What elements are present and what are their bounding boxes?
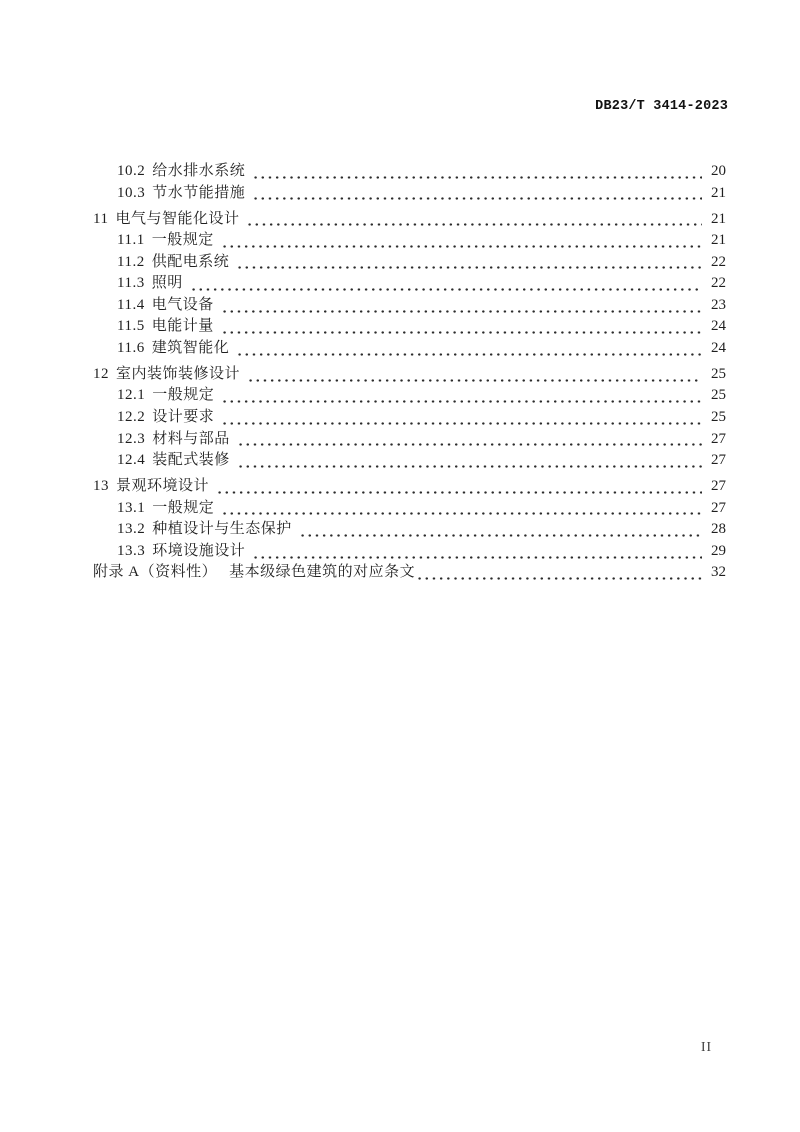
- toc-entry-title: 种植设计与生态保护: [152, 521, 292, 538]
- toc-dot-leader: [236, 342, 702, 356]
- doc-code-header: DB23/T 3414-2023: [595, 99, 728, 114]
- toc-entry-page: 21: [711, 210, 726, 227]
- toc-entry-page: 27: [711, 478, 726, 495]
- toc-dot-leader: [247, 368, 702, 382]
- toc-entry: [93, 385, 726, 407]
- toc-entry-page: 20: [711, 163, 726, 179]
- toc-entry-number: 13.1: [117, 499, 146, 516]
- toc-entry-number: 12.1: [117, 387, 146, 404]
- toc-entry-title: 建筑智能化: [151, 339, 230, 356]
- toc-entry-page: 23: [711, 296, 726, 313]
- toc-entry-title: 环境设施设计: [152, 542, 246, 559]
- toc-entry: [93, 316, 726, 338]
- toc-entry: [93, 541, 726, 563]
- toc-entry-number: 附录 A（资料性）: [93, 564, 218, 581]
- toc-entry: [93, 407, 726, 429]
- toc-dot-leader: [221, 299, 702, 313]
- toc-entry-page: 21: [711, 232, 726, 249]
- toc-entry-number: 11.2: [117, 253, 145, 270]
- toc-entry: [93, 364, 726, 386]
- toc-entry: [93, 161, 726, 183]
- toc-entry: [93, 295, 726, 317]
- toc-entry-title: 供配电系统: [151, 253, 230, 270]
- toc-entry: [93, 450, 726, 472]
- toc-entry-number: 12.4: [117, 452, 146, 469]
- toc-entry-title: 一般规定: [151, 232, 214, 249]
- toc-entry-number: 13: [93, 478, 109, 495]
- toc-entry-title: 电能计量: [151, 318, 214, 335]
- toc-entry-number: 11.1: [117, 232, 145, 249]
- toc-dot-leader: [416, 566, 702, 580]
- toc-entry-page: 25: [711, 387, 726, 404]
- toc-entry-number: 13.3: [117, 542, 146, 559]
- page-number-footer: II: [701, 1039, 712, 1054]
- toc-entry: [93, 338, 726, 360]
- toc-entry-title: 设计要求: [152, 409, 215, 426]
- toc-entry: [93, 209, 726, 231]
- toc-dot-leader: [216, 480, 702, 494]
- toc-entry-title: 照明: [151, 275, 183, 292]
- toc-entry-page: 22: [711, 253, 726, 270]
- toc-entry-number: 11.6: [117, 339, 145, 356]
- toc-dot-leader: [299, 523, 702, 537]
- toc-entry-title: 一般规定: [152, 387, 215, 404]
- toc-entry-title: 给水排水系统: [152, 163, 246, 179]
- toc-entry-page: 22: [711, 275, 726, 292]
- toc-entry-page: 24: [711, 339, 726, 356]
- toc-entry-number: 11: [93, 210, 109, 227]
- toc-entry-page: 25: [711, 409, 726, 426]
- toc-entry-title: 一般规定: [152, 499, 215, 516]
- toc-entry-number: 10.2: [117, 163, 146, 179]
- toc-entry: [93, 230, 726, 252]
- toc-entry: [93, 183, 726, 205]
- toc-entry-title: 材料与部品: [152, 430, 230, 447]
- toc-entry: [93, 562, 726, 584]
- toc-entry-number: 11.5: [117, 318, 145, 335]
- toc-entry-number: 13.2: [117, 521, 146, 538]
- toc-entry-page: 21: [711, 184, 726, 201]
- toc-dot-leader: [221, 320, 702, 334]
- toc-entry-title: 电气设备: [151, 296, 214, 313]
- toc-entry-title: 装配式装修: [152, 452, 230, 469]
- toc-entry-page: 27: [711, 452, 726, 469]
- toc-entry-number: 12: [93, 365, 109, 382]
- toc-entry-page: 32: [711, 564, 726, 581]
- toc-dot-leader: [221, 389, 702, 403]
- toc-dot-leader: [237, 432, 702, 446]
- toc-dot-leader: [237, 454, 702, 468]
- toc-entry: [93, 519, 726, 541]
- toc-entry-page: 29: [711, 542, 726, 559]
- toc-dot-leader: [252, 186, 702, 200]
- toc-dot-leader: [246, 212, 702, 226]
- toc-entry-title: 基本级绿色建筑的对应条文: [229, 564, 416, 581]
- toc-entry-number: 11.4: [117, 296, 145, 313]
- toc-entry-page: 27: [711, 430, 726, 447]
- toc-entry: [93, 252, 726, 274]
- toc-entry: [93, 476, 726, 498]
- toc-dot-leader: [236, 255, 702, 269]
- toc-entry-number: 12.3: [117, 430, 146, 447]
- toc-entry: [93, 498, 726, 520]
- toc-entry-page: 24: [711, 318, 726, 335]
- toc-dot-leader: [252, 545, 702, 559]
- toc-entry-page: 28: [711, 521, 726, 538]
- toc-entry-title: 节水节能措施: [152, 184, 246, 201]
- toc-entry-number: 10.3: [117, 184, 146, 201]
- toc-entry-number: 11.3: [117, 275, 145, 292]
- toc-dot-leader: [252, 165, 702, 179]
- toc-list: [93, 161, 726, 584]
- toc-entry-number: 12.2: [117, 409, 146, 426]
- toc-entry-page: 27: [711, 499, 726, 516]
- toc-entry: [93, 429, 726, 451]
- toc-entry-page: 25: [711, 365, 726, 382]
- toc-entry-title: 电气与智能化设计: [115, 210, 240, 227]
- toc-entry-title: 景观环境设计: [116, 478, 210, 495]
- toc-dot-leader: [190, 277, 702, 291]
- toc-dot-leader: [221, 501, 702, 515]
- toc-dot-leader: [221, 234, 702, 248]
- toc-dot-leader: [221, 411, 702, 425]
- toc-entry-title: 室内装饰装修设计: [116, 365, 241, 382]
- toc-entry: [93, 273, 726, 295]
